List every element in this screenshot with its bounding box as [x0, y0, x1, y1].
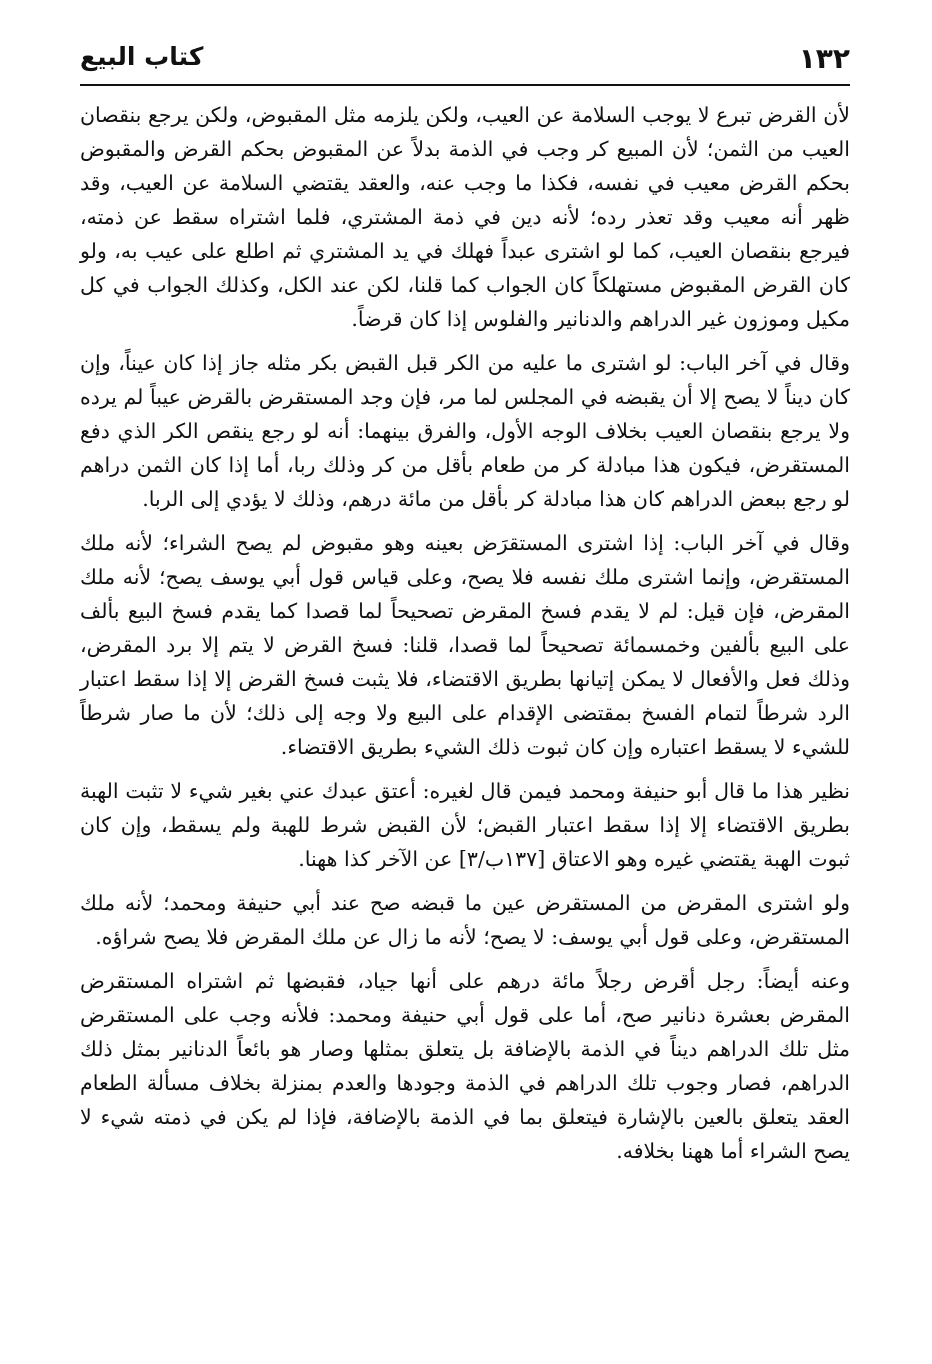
page-header [80, 38, 850, 86]
running-title: كتاب البيع [80, 42, 204, 71]
page-number: ١٣٢ [798, 42, 850, 75]
paragraph: وعنه أيضاً: رجل أقرض رجلاً مائة درهم على أنها جياد، فقبضها ثم اشتراه المستقرض المقرض بعشرة دنانير صح، أما على قول أبي حنيفة ومحمد: فلأنه وجب على المستقرض مثل تلك الدراهم ديناً في الذمة بالإضافة بل يتعلق بمثلها وصار هو بائعاً الدنانير بمثل ذلك الدراهم، فصار وجوب تلك الدراهم في الذمة وجودها والعدم بمنزلة بخلاف مسألة الطعام العقد يتعلق بالعين بالإشارة فيتعلق بما في الذمة بالإضافة، فإذا لم يكن في ذمته شيء لا يصح الشراء أما ههنا بخلافه. [80, 969, 850, 1163]
paragraph: نظير هذا ما قال أبو حنيفة ومحمد فيمن قال لغيره: أعتق عبدك عني بغير شيء لا تثبت الهبة بطريق الاقتضاء إلا إذا سقط اعتبار القبض؛ لأن القبض شرط للهبة ولم يسقط، وإن كان ثبوت الهبة يقتضي غيره وهو الاعتاق [١٣٧ب/٣] عن الآخر كذا ههنا. [80, 779, 850, 871]
paragraph: وقال في آخر الباب: إذا اشترى المستقرَض بعينه وهو مقبوض لم يصح الشراء؛ لأنه ملك المستقرض، وإنما اشترى ملك نفسه فلا يصح، وعلى قياس قول أبي يوسف يصح؛ لأنه ملك المقرض، فإن قيل: لم لا يقدم فسخ المقرض تصحيحاً لما قصدا كما يقدم فسخ البيع بألف على البيع بألفين وخمسمائة تصحيحاً لما قصدا، قلنا: فسخ القرض لا يتم إلا برد المقرض، وذلك فعل والأفعال لا يمكن إتيانها بطريق الاقتضاء، فلا يثبت فسخ القرض إلا إذا سقط اعتبار الرد شرطاً لتمام الفسخ بمقتضى الإقدام على البيع ولا وجه إلى ذلك؛ لأن ما صار شرطاً للشيء لا يسقط اعتباره وإن كان ثبوت ذلك الشيء بطريق الاقتضاء. [80, 531, 850, 759]
paragraph: وقال في آخر الباب: لو اشترى ما عليه من الكر قبل القبض بكر مثله جاز إذا كان عيناً، وإن كان ديناً لا يصح إلا أن يقبضه في المجلس لما مر، فإن وجد المستقرض بالقرض عيباً لم يرده ولا يرجع بنقصان العيب بخلاف الوجه الأول، والفرق بينهما: أنه لو رجع ينقص الكر الذي دفع المستقرض، فيكون هذا مبادلة كر من طعام بأقل من كر وذلك ربا، أما إذا كان الثمن دراهم لو رجع ببعض الدراهم كان هذا مبادلة كر بأقل من مائة درهم، وذلك لا يؤدي إلى الربا. [80, 351, 850, 511]
paragraph: لأن القرض تبرع لا يوجب السلامة عن العيب، ولكن يلزمه مثل المقبوض، ولكن يرجع بنقصان العيب من الثمن؛ لأن المبيع كر وجب في الذمة بدلاً عن المقبوض بحكم القرض والمقبوض بحكم القرض معيب في نفسه، فكذا ما وجب عنه، والعقد يقتضي السلامة عن العيب، وقد ظهر أنه معيب وقد تعذر رده؛ لأنه دين في ذمة المشتري، فلما اشتراه سقط عن ذمته، فيرجع بنقصان العيب، كما لو اشترى عبداً فهلك في يد المشتري ثم اطلع على عيب به، ولو كان القرض المقبوض مستهلكاً كان الجواب كما قلنا، لكن عند الكل، وكذلك الجواب في كل مكيل وموزون غير الدراهم والدنانير والفلوس إذا كان قرضاً. [80, 103, 850, 331]
body-text [80, 98, 850, 1168]
book-page [80, 38, 850, 1348]
paragraph: ولو اشترى المقرض من المستقرض عين ما قبضه صح عند أبي حنيفة ومحمد؛ لأنه ملك المستقرض، وعلى قول أبي يوسف: لا يصح؛ لأنه ما زال عن ملك المقرض فلا يصح شراؤه. [80, 891, 850, 949]
